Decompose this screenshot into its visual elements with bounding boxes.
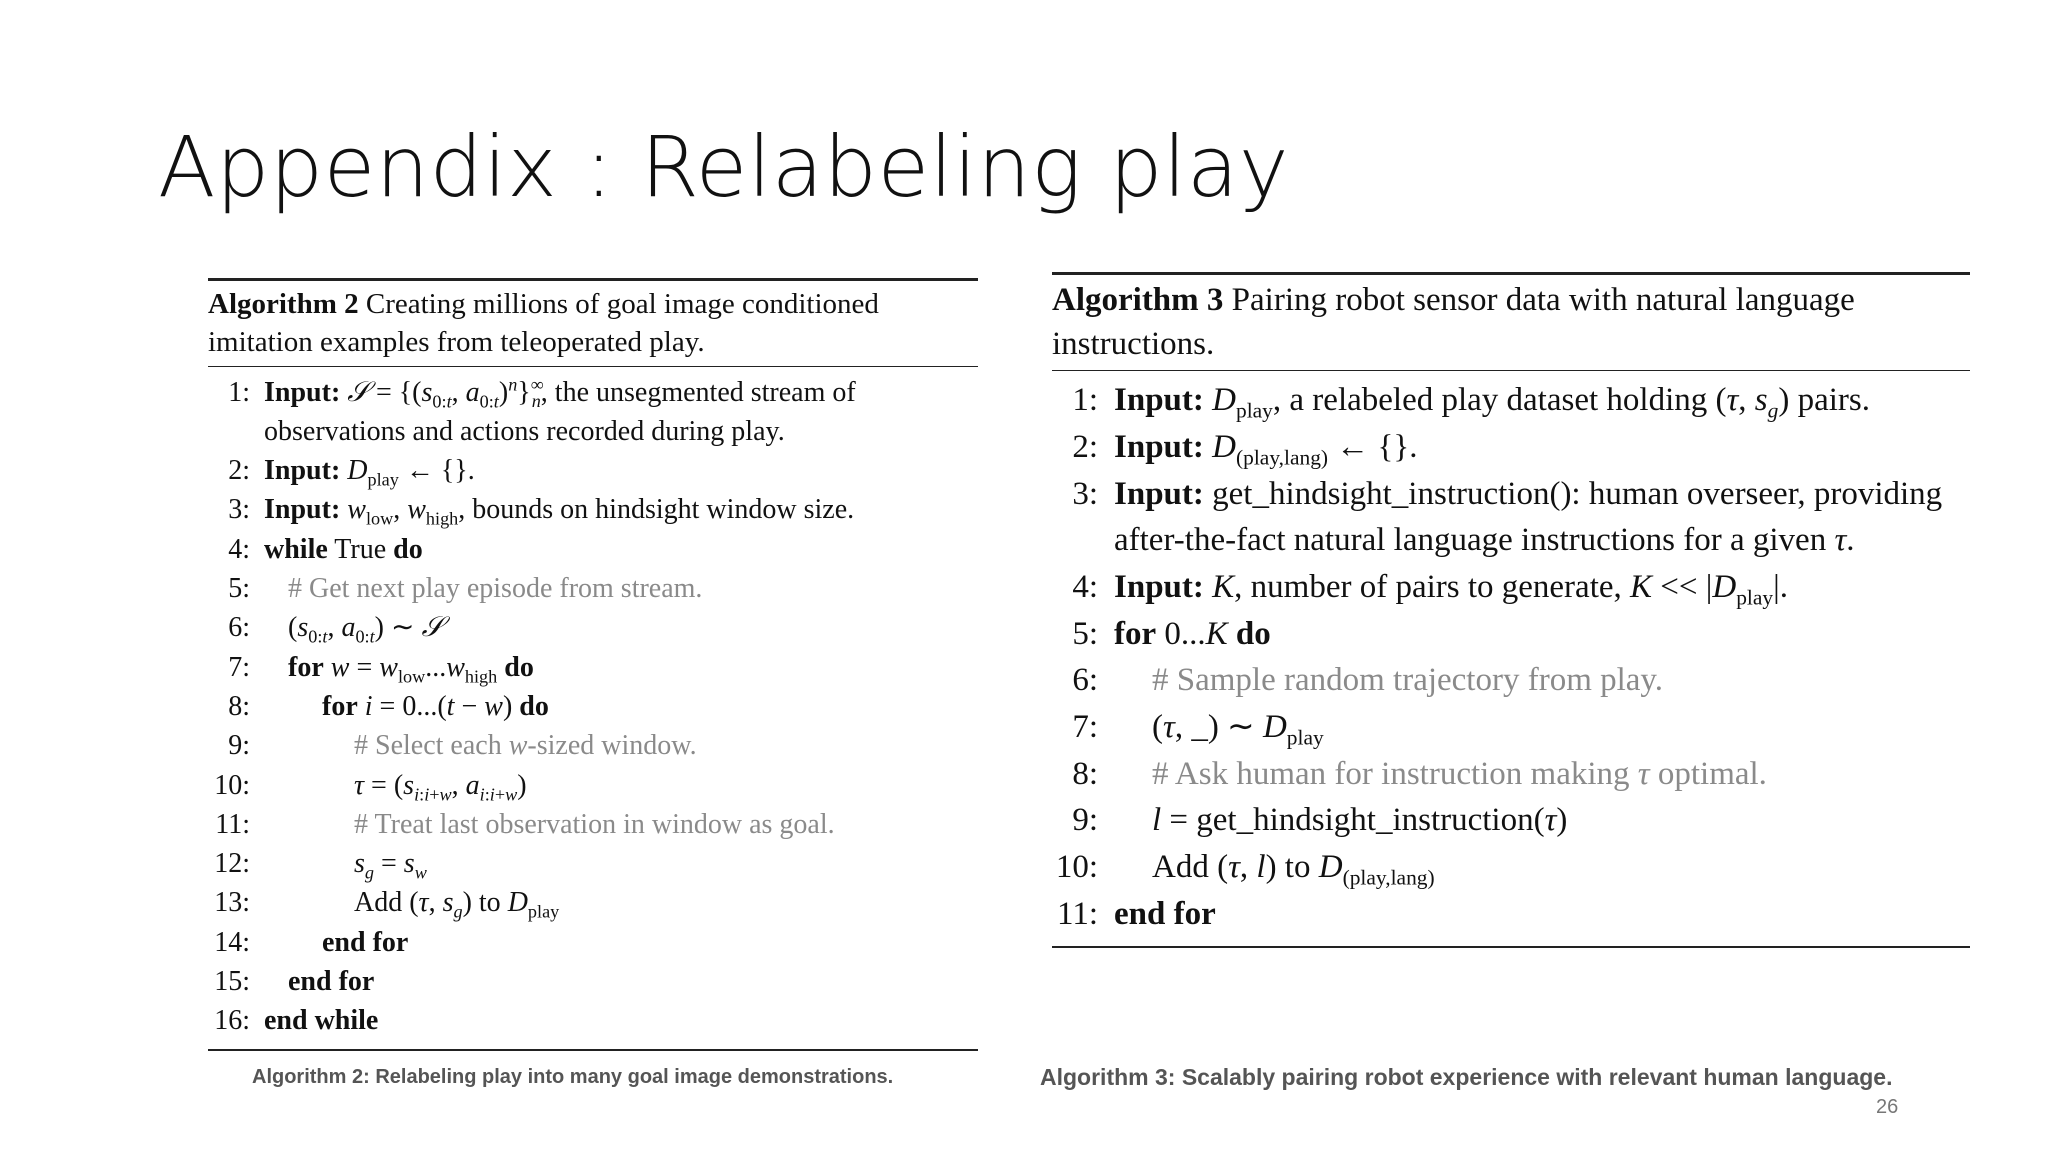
page-number: 26 xyxy=(1876,1096,1899,1118)
algorithm-line: 2: Input: $D_{(play,lang)}$ ← {}. xyxy=(1072,428,1418,470)
algorithm-line: 11: end for xyxy=(1057,895,1216,932)
algorithm-2-bottom-rule xyxy=(208,1049,978,1051)
algorithm-line: 2: Input: $D_{play}$ ← {}. xyxy=(228,455,475,490)
algorithm-2-header xyxy=(208,281,978,366)
algorithm-3-caption: Algorithm 3: Scalably pairing robot experience with relevant human language. xyxy=(1040,1064,1893,1090)
algorithm-line: 13: Add (τ, $s_g$) to $D_{play}$ xyxy=(214,887,560,922)
algorithm-line: 11: # Treat last observation in window as goal. xyxy=(215,808,835,840)
algorithm-2-header-text: Creating millions of goal image conditioned imitation examples from teleoperated play. xyxy=(208,288,879,359)
algorithm-line: 6: # Sample random trajectory from play. xyxy=(1072,662,1664,699)
algorithm-line: 7: (τ, _) ∼ $D_{play}$ xyxy=(1072,709,1324,750)
algorithm-2-caption: Algorithm 2: Relabeling play into many goal image demonstrations. xyxy=(252,1066,894,1088)
algorithm-line: 8: # Ask human for instruction making τ optimal. xyxy=(1072,755,1767,792)
algorithm-3-header-text: Pairing robot sensor data with natural language instructions. xyxy=(1052,282,1855,362)
algorithm-line: 1: Input: 𝒮 = {($s_{0:t}$, $a_{0:t})^n\}^\infty_n$, the unsegmented stream of observations and actions recorded during play. xyxy=(208,373,978,452)
algorithm-line: 5: # Get next play episode from stream. xyxy=(228,573,703,605)
slide-title: Appendix : Relabeling play xyxy=(158,118,1290,216)
algorithm-3-label: Algorithm 3 xyxy=(1052,282,1224,318)
algorithm-2-label: Algorithm 2 xyxy=(208,288,359,320)
algorithm-line: 4: Input: K, number of pairs to generate, $K << |D_{play}|$. xyxy=(1072,568,1788,610)
algorithm-line: 16: end while xyxy=(214,1005,379,1037)
algorithm-line: 1: Input: $D_{play}$, a relabeled play dataset holding (τ, $s_g$) pairs. xyxy=(1072,382,1870,423)
algorithm-line: 3: Input: $w_{low}$, $w_{high}$, bounds on hindsight window size. xyxy=(228,494,855,530)
algorithm-line: 15: end for xyxy=(214,965,375,997)
algorithm-3-lines xyxy=(1052,371,1970,945)
algorithm-line: 9: l = get_hindsight_instruction(τ) xyxy=(1072,802,1568,839)
algorithm-2-box xyxy=(208,278,978,1051)
algorithm-line: 5: for 0...K do xyxy=(1072,615,1271,652)
algorithm-line: 6: ($s_{0:t}$, $a_{0:t}$) ∼ 𝒮 xyxy=(228,612,444,647)
line-body: Input: 𝒮 = {($s_{0:t}$, $a_{0:t})^n\}^\infty_n$, the unsegmented stream of observations and actions recorded during play. xyxy=(264,374,856,447)
algorithm-line: 9: # Select each w-sized window. xyxy=(228,730,697,762)
algorithm-line: 14: end for xyxy=(214,926,409,958)
algorithm-3-box xyxy=(1052,272,1970,948)
algorithm-line: 10: Add (τ, l) to $D_{(play,lang)}$ xyxy=(1055,849,1435,890)
algorithm-line: 12: $s_g = s_w$ xyxy=(214,848,427,883)
algorithm-line: 10: $\tau = (s_{i:i+w}$, $a_{i:i+w}$) xyxy=(214,769,527,805)
algorithm-2-lines xyxy=(208,367,978,1049)
algorithm-3-header xyxy=(1052,275,1970,370)
algorithm-line: 8: for i = 0...(t − w) do xyxy=(228,690,549,722)
algorithm-3-bottom-rule xyxy=(1052,946,1970,948)
algorithm-line: 4: while True do xyxy=(228,533,423,565)
algorithm-line: 7: for $w = w_{low}...w_{high}$ do xyxy=(228,651,534,687)
algorithm-line: 3: Input: get_hindsight_instruction(): human overseer, providing after-the-fact natural language instructions for a given τ. xyxy=(1072,475,1943,559)
